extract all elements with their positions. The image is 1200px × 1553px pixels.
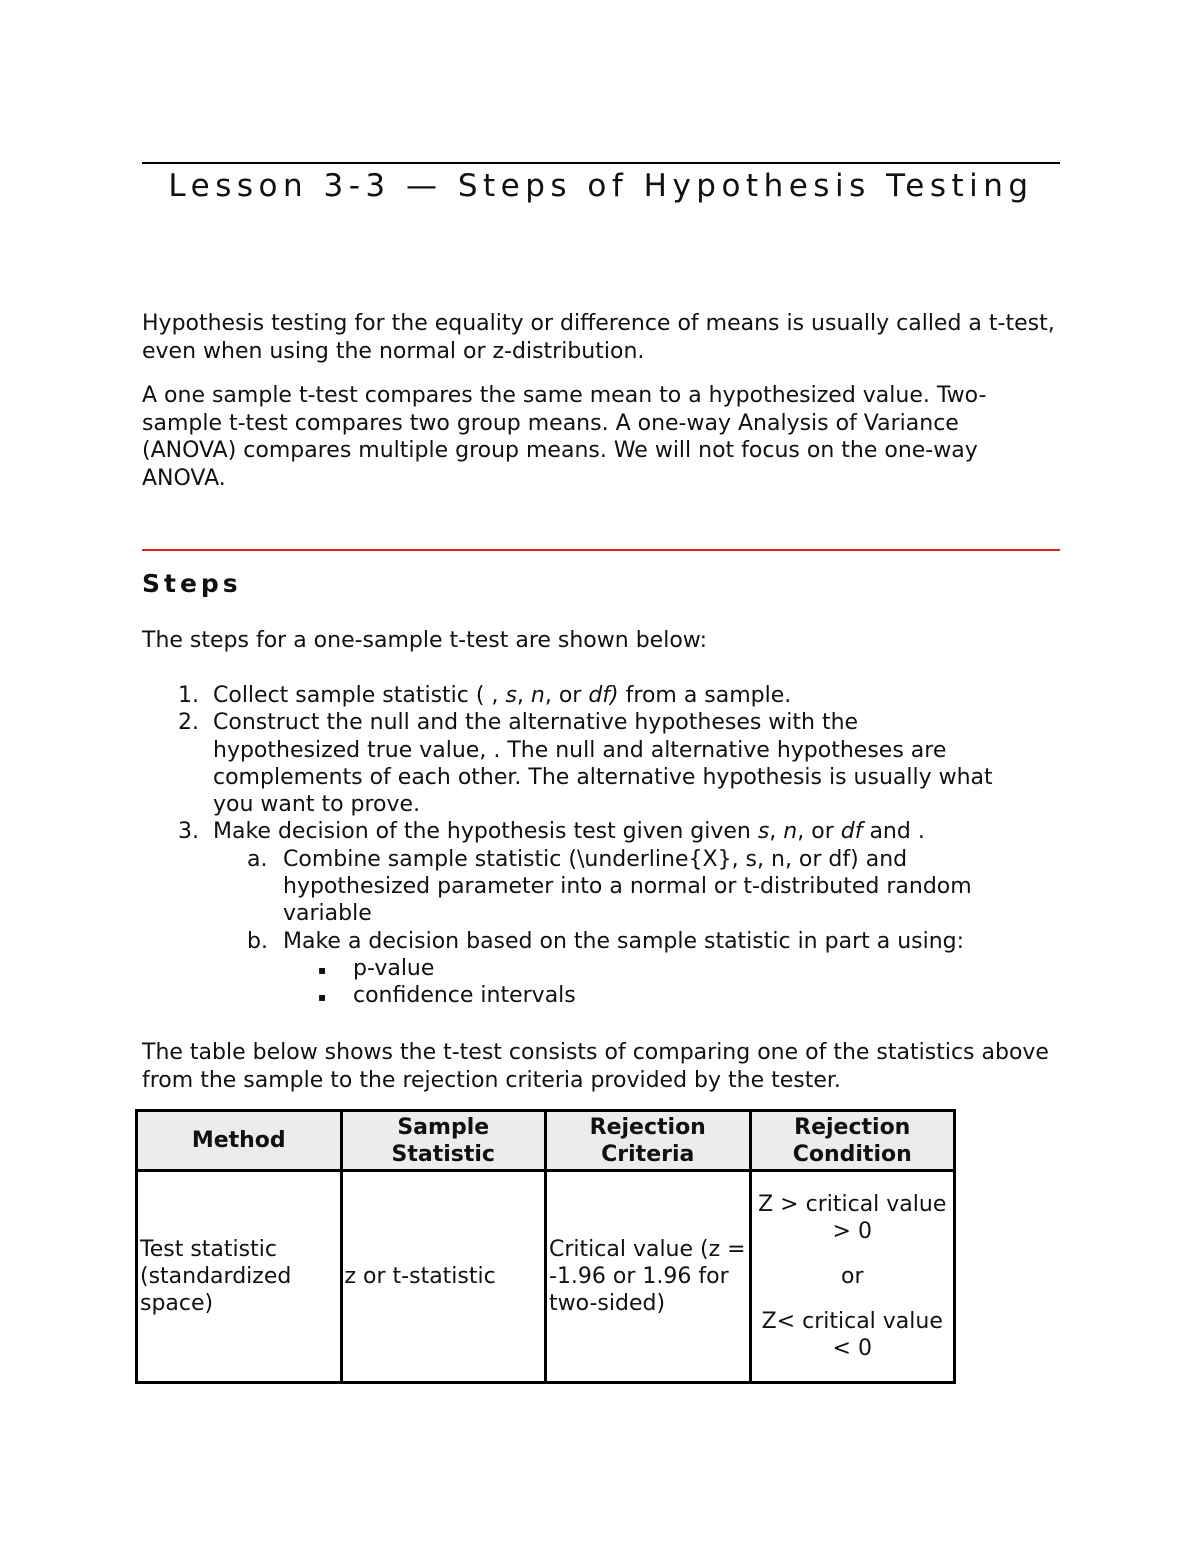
substep-text-line: Combine sample statistic (\underline{X}, s, n, or df) and: [283, 846, 908, 872]
substep-item-a-line: [142, 900, 1060, 927]
table-intro: The table below shows the t-test consists of comparing one of the statistics above from the sample to the rejection criteria provided by the tester.: [142, 1040, 1049, 1093]
step-separator: , or: [544, 683, 589, 708]
step-text: from a sample.: [618, 683, 792, 708]
step-text-line: Construct the null and the alternative hypotheses with the: [213, 710, 859, 736]
step-symbol-n: n: [783, 819, 798, 845]
condition-lower: Z< critical value < 0: [761, 1309, 943, 1361]
condition-spacer: [754, 1245, 952, 1263]
bullet-text: confidence intervals: [353, 983, 576, 1009]
substep-text-line: variable: [283, 901, 372, 927]
substep-text-line: hypothesized parameter into a normal or t-distributed random: [283, 874, 972, 900]
step-text-line: hypothesized true value, . The null and alternative hypotheses are: [213, 737, 947, 763]
step-text-line: you want to prove.: [213, 792, 421, 818]
step-symbol-df: df: [840, 819, 863, 845]
substep-text-line: Make a decision based on the sample statistic in part a using:: [283, 928, 965, 954]
intro-paragraph-1: Hypothesis testing for the equality or difference of means is usually called a t-test, even when using the normal or z-distribution.: [142, 311, 1055, 364]
lesson-title: Lesson 3-3 — Steps of Hypothesis Testing: [168, 168, 1034, 204]
condition-upper: Z > critical value > 0: [758, 1192, 947, 1244]
steps-heading: Steps: [142, 569, 242, 598]
step-symbol-s: s: [505, 683, 517, 708]
step-separator: ,: [516, 683, 531, 708]
header-sample-statistic: Sample Statistic: [341, 1111, 546, 1171]
condition-or: or: [840, 1264, 864, 1289]
list-marker: 3.: [178, 819, 199, 845]
header-rejection-criteria: Rejection Criteria: [546, 1111, 751, 1171]
substep-item-a: [142, 846, 1060, 873]
step-text-line: complements of each other. The alternative hypothesis is usually what: [213, 764, 993, 790]
step-text: Collect sample statistic ( ,: [213, 683, 506, 708]
bullet-item-p-value: [142, 955, 1060, 982]
cell-rejection-criteria: Critical value (z = -1.96 or 1.96 for two-sided): [546, 1171, 751, 1383]
intro-paragraph-2: A one sample t-test compares the same mean to a hypothesized value. Two-sample t-test compares two group means. A one-way Analysis of Variance (ANOVA) compares multiple group means. We will not focus on the one-way ANOVA.: [142, 383, 987, 491]
step-item-2-line: [142, 791, 1060, 818]
square-bullet-icon: ▪: [318, 962, 327, 977]
header-rejection-condition: Rejection Condition: [750, 1111, 955, 1171]
list-marker: 2.: [178, 710, 199, 736]
step-item-2-line: [142, 764, 1060, 791]
condition-spacer: [754, 1290, 952, 1308]
section-divider: [142, 549, 1060, 551]
substep-item-b: [142, 928, 1060, 955]
table-header-row: [137, 1111, 955, 1171]
substep-item-a-line: [142, 873, 1060, 900]
step-separator: , or: [797, 819, 841, 845]
square-bullet-icon: ▪: [318, 990, 327, 1005]
step-separator: ,: [769, 819, 784, 845]
cell-rejection-condition: [750, 1171, 955, 1383]
step-item-1: [142, 682, 1060, 709]
bullet-text: p-value: [353, 955, 435, 981]
step-item-3: [142, 818, 1060, 845]
step-text: Make decision of the hypothesis test given given: [213, 819, 758, 845]
rejection-table: [135, 1109, 956, 1384]
steps-list: [142, 682, 1060, 1010]
steps-intro: The steps for a one-sample t-test are shown below:: [142, 628, 707, 653]
step-symbol-s: s: [757, 819, 770, 845]
list-marker: b.: [247, 928, 268, 954]
header-method: Method: [137, 1111, 342, 1171]
list-marker: 1.: [178, 683, 199, 708]
title-top-rule: [142, 162, 1060, 164]
step-text: and .: [862, 819, 925, 845]
table-row: [137, 1171, 955, 1383]
step-symbol-n: n: [530, 683, 545, 708]
cell-method: Test statistic (standardized space): [137, 1171, 342, 1383]
step-item-2-line: [142, 737, 1060, 764]
list-marker: a.: [247, 846, 268, 872]
step-item-2: [142, 709, 1060, 736]
cell-sample-statistic: z or t-statistic: [341, 1171, 546, 1383]
step-symbol-df: df): [588, 683, 619, 708]
bullet-item-confidence-intervals: [142, 982, 1060, 1009]
